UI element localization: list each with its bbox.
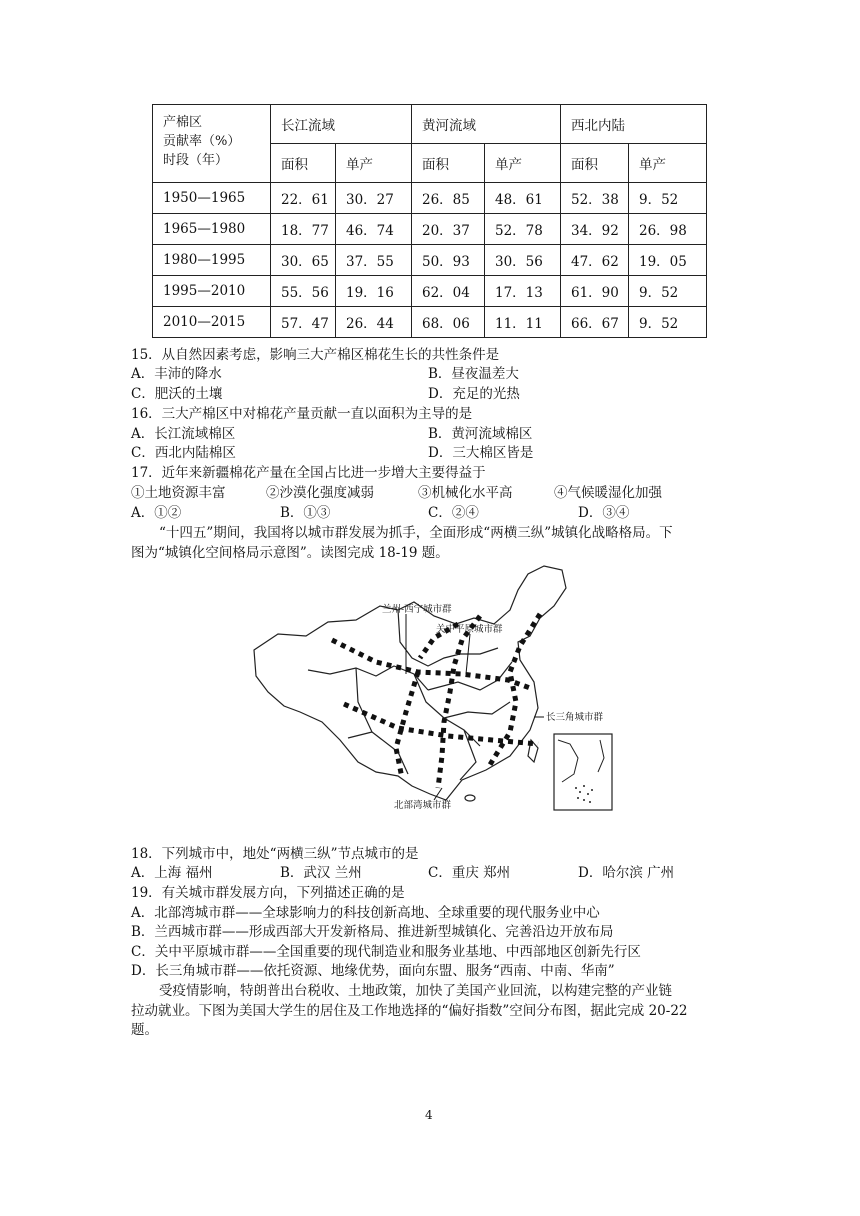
- q17-item-2: ②沙漠化强度减弱: [266, 485, 374, 501]
- q16-option-c[interactable]: C．西北内陆棉区: [131, 445, 236, 461]
- label-changsanjiao: 长三角城市群: [546, 712, 604, 723]
- period-cell: 1995—2010: [153, 276, 271, 307]
- sub-header: 面积: [561, 144, 629, 183]
- q19-stem: 19．有关城市群发展方向，下列描述正确的是: [131, 885, 405, 901]
- value-cell: 9．52: [629, 307, 707, 338]
- table-row: [153, 245, 707, 276]
- value-cell: 18．77: [271, 214, 336, 245]
- intro-20-line3: 题。: [131, 1022, 158, 1038]
- sub-header: 单产: [485, 144, 561, 183]
- table-row: [153, 183, 707, 214]
- table-corner-header: [153, 105, 271, 183]
- value-cell: 55．56: [271, 276, 336, 307]
- value-cell: 37．55: [336, 245, 412, 276]
- cotton-contribution-table: [152, 104, 707, 338]
- q18-stem: 18．下列城市中，地处“两横三纵”节点城市的是: [131, 846, 419, 862]
- value-cell: 9．52: [629, 183, 707, 214]
- corner-line-rate: 贡献率（%）: [163, 134, 241, 149]
- value-cell: 61．90: [561, 276, 629, 307]
- value-cell: 30．65: [271, 245, 336, 276]
- value-cell: 26．44: [336, 307, 412, 338]
- q19-option-b[interactable]: B．兰西城市群——形成西部大开发新格局、推进新型城镇化、完善沿边开放布局: [131, 924, 614, 940]
- value-cell: 30．56: [485, 245, 561, 276]
- q18-option-a[interactable]: A．上海 福州: [131, 865, 213, 881]
- q19-option-a[interactable]: A．北部湾城市群——全球影响力的科技创新高地、全球重要的现代服务业中心: [131, 905, 600, 921]
- value-cell: 22．61: [271, 183, 336, 214]
- label-lanzhou-xining: 兰州-西宁城市群: [382, 604, 452, 615]
- value-cell: 34．92: [561, 214, 629, 245]
- value-cell: 26．98: [629, 214, 707, 245]
- q16-stem: 16．三大产棉区中对棉花产量贡献一直以面积为主导的是: [131, 406, 473, 422]
- q18-option-c[interactable]: C．重庆 郑州: [428, 865, 511, 881]
- intro-20-line1: 受疫情影响，特朗普出台税收、土地政策，加快了美国产业回流，以构建完整的产业链: [159, 983, 672, 999]
- hainan-shape: [465, 795, 475, 801]
- region-header: 西北内陆: [561, 105, 707, 144]
- intro-18-line1: “十四五”期间，我国将以城市群发展为抓手，全面形成“两横三纵”城镇化战略格局。下: [159, 525, 673, 541]
- sub-header: 单产: [629, 144, 707, 183]
- value-cell: 19．16: [336, 276, 412, 307]
- q15-option-c[interactable]: C．肥沃的土壤: [131, 386, 223, 402]
- value-cell: 30．27: [336, 183, 412, 214]
- intro-20-22: [131, 982, 725, 1041]
- table-row: [153, 214, 707, 245]
- q17-stem: 17．近年来新疆棉花产量在全国占比进一步增大主要得益于: [131, 465, 486, 481]
- corner-line-region: 产棉区: [163, 115, 203, 130]
- south-china-sea-inset: [554, 734, 612, 810]
- q17-item-1: ①土地资源丰富: [131, 485, 226, 501]
- value-cell: 52．38: [561, 183, 629, 214]
- q19-option-c[interactable]: C．关中平原城市群——全国重要的现代制造业和服务业基地、中西部地区创新先行区: [131, 944, 641, 960]
- value-cell: 46．74: [336, 214, 412, 245]
- region-header: 黄河流域: [412, 105, 561, 144]
- value-cell: 66．67: [561, 307, 629, 338]
- q17-item-4: ④气候暖湿化加强: [554, 485, 662, 501]
- period-cell: 2010—2015: [153, 307, 271, 338]
- corner-line-period: 时段（年）: [163, 153, 229, 168]
- q18-option-d[interactable]: D．哈尔滨 广州: [578, 865, 675, 881]
- label-guanzhong: 关中平原城市群: [436, 624, 503, 635]
- q17-option-a[interactable]: A．①②: [131, 505, 182, 521]
- q15-option-d[interactable]: D．充足的光热: [428, 386, 520, 402]
- q15-stem: 15．从自然因素考虑，影响三大产棉区棉花生长的共性条件是: [131, 347, 500, 363]
- period-cell: 1950—1965: [153, 183, 271, 214]
- value-cell: 20．37: [412, 214, 485, 245]
- table-row: [153, 307, 707, 338]
- q17-option-d[interactable]: D．③④: [578, 505, 630, 521]
- intro-18-line2: 图为“城镇化空间格局示意图”。读图完成 18-19 题。: [131, 544, 449, 561]
- table-row: [153, 276, 707, 307]
- q16-option-a[interactable]: A．长江流域棉区: [131, 426, 236, 442]
- value-cell: 19．05: [629, 245, 707, 276]
- sub-header: 面积: [271, 144, 336, 183]
- value-cell: 47．62: [561, 245, 629, 276]
- q19-option-d[interactable]: D．长三角城市群——依托资源、地缘优势，面向东盟、服务“西南、中南、华南”: [131, 963, 615, 979]
- q18-option-b[interactable]: B．武汉 兰州: [280, 865, 362, 881]
- q15-option-a[interactable]: A．丰沛的降水: [131, 366, 222, 382]
- q16-option-b[interactable]: B．黄河流域棉区: [428, 426, 533, 442]
- value-cell: 50．93: [412, 245, 485, 276]
- sub-header: 单产: [336, 144, 412, 183]
- value-cell: 48．61: [485, 183, 561, 214]
- page-number: 4: [425, 1108, 433, 1122]
- value-cell: 68．06: [412, 307, 485, 338]
- sub-header: 面积: [412, 144, 485, 183]
- urbanization-pattern-map: [248, 562, 620, 814]
- q17-option-b[interactable]: B．①③: [280, 505, 331, 521]
- value-cell: 57．47: [271, 307, 336, 338]
- intro-18-19: [131, 524, 725, 563]
- region-header: 长江流域: [271, 105, 412, 144]
- period-cell: 1980—1995: [153, 245, 271, 276]
- value-cell: 52．78: [485, 214, 561, 245]
- q15-option-b[interactable]: B．昼夜温差大: [428, 366, 519, 382]
- label-beibuwan: 北部湾城市群: [394, 800, 452, 811]
- value-cell: 17．13: [485, 276, 561, 307]
- value-cell: 26．85: [412, 183, 485, 214]
- corridor-lines: [332, 614, 540, 788]
- value-cell: 11．11: [485, 307, 561, 338]
- q16-option-d[interactable]: D．三大棉区皆是: [428, 445, 534, 461]
- period-cell: 1965—1980: [153, 214, 271, 245]
- value-cell: 62．04: [412, 276, 485, 307]
- value-cell: 9．52: [629, 276, 707, 307]
- q17-option-c[interactable]: C．②④: [428, 505, 479, 521]
- q17-item-3: ③机械化水平高: [418, 485, 513, 501]
- intro-20-line2: 拉动就业。下图为美国大学生的居住及工作地选择的“偏好指数”空间分布图，据此完成 20-22: [131, 1002, 688, 1019]
